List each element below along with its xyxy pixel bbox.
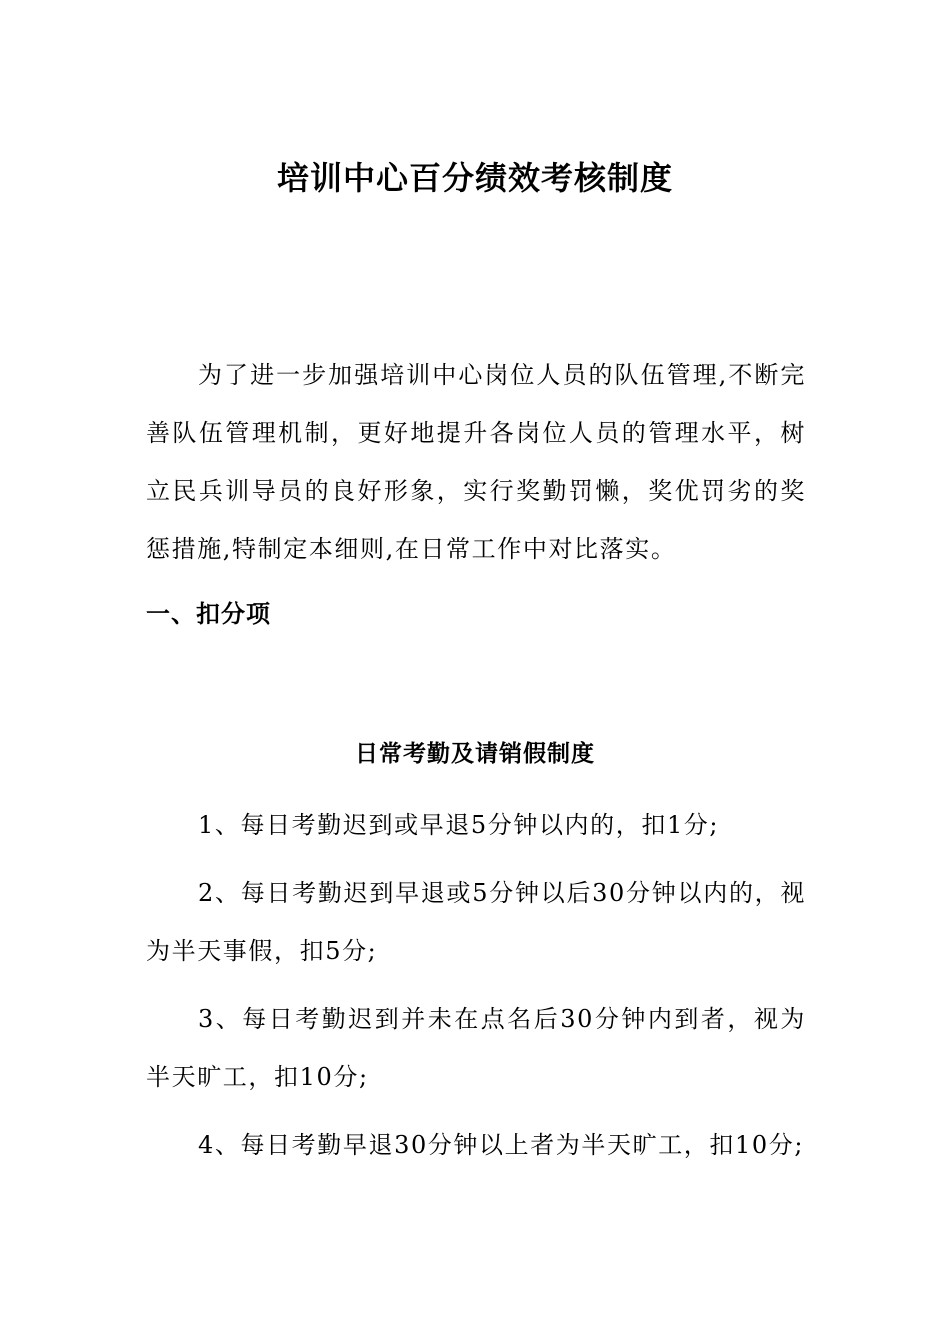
attendance-rules-list [146,796,806,1184]
rule-item-2: 2、每日考勤迟到早退或5分钟以后30分钟以内的，视为半天事假，扣5分; [146,879,806,965]
rule-item-4: 4、每日考勤早退30分钟以上者为半天旷工，扣10分; [198,1131,805,1159]
intro-paragraph: 为了进一步加强培训中心岗位人员的队伍管理,不断完善队伍管理机制，更好地提升各岗位人员的管理水平，树立民兵训导员的良好形象，实行奖勤罚懒，奖优罚劣的奖惩措施,特制定本细则,在日常工作中对比落实。 [146,361,806,563]
section-heading-deductions: 一、扣分项 [146,600,271,628]
rule-item-3: 3、每日考勤迟到并未在点名后30分钟内到者，视为半天旷工，扣10分; [146,1005,806,1091]
sub-heading-attendance: 日常考勤及请销假制度 [355,741,595,767]
rule-item-1: 1、每日考勤迟到或早退5分钟以内的，扣1分; [198,811,720,839]
document-title: 培训中心百分绩效考核制度 [276,159,673,197]
